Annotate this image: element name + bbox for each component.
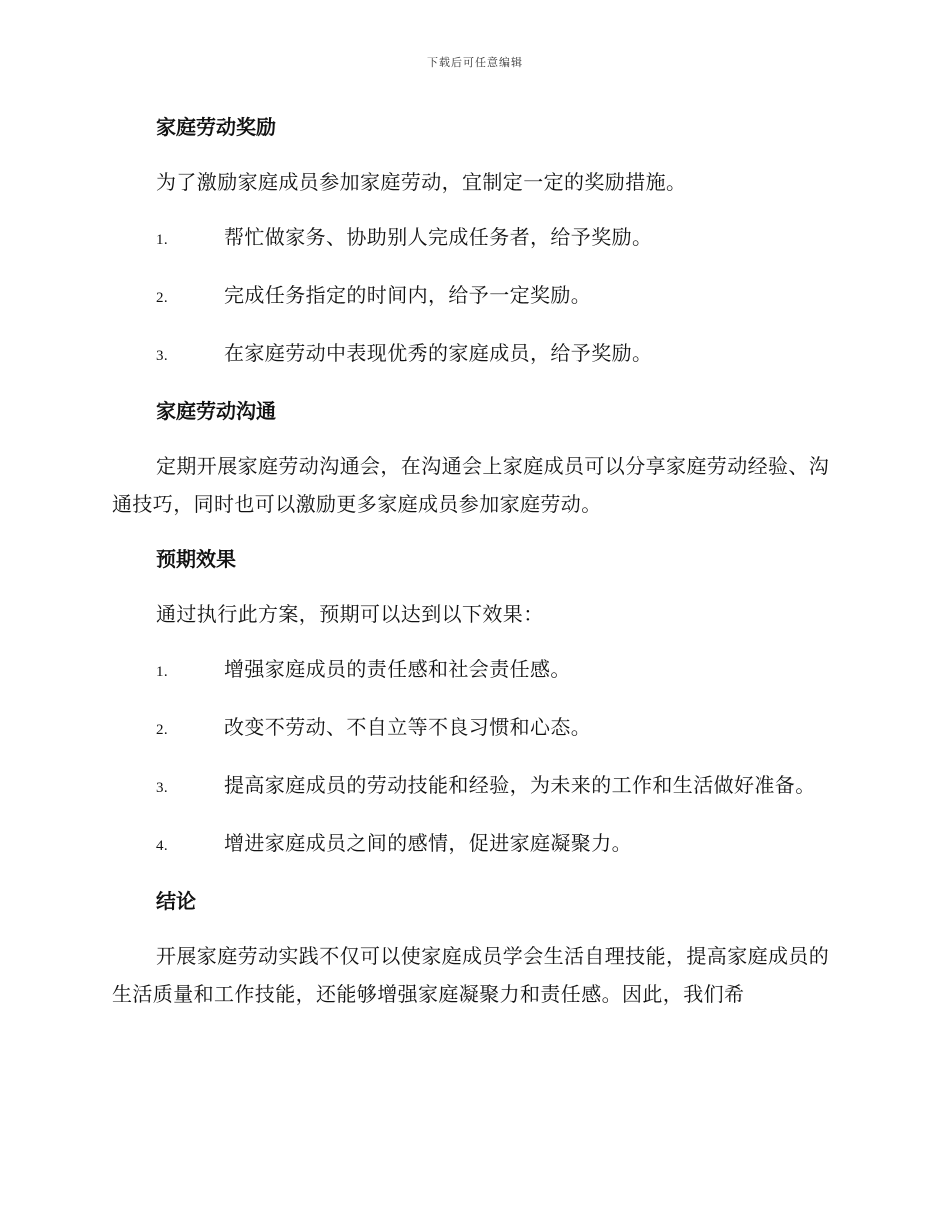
- list-text: 增强家庭成员的责任感和社会责任感。: [224, 657, 571, 681]
- list-number: 1.: [156, 232, 169, 248]
- list-text: 帮忙做家务、协助别人完成任务者，给予奖励。: [224, 225, 653, 249]
- list-item: [112, 708, 834, 749]
- list-number: 2.: [156, 290, 169, 306]
- communication-paragraph: 定期开展家庭劳动沟通会，在沟通会上家庭成员可以分享家庭劳动经验、沟通技巧，同时也可以激励更多家庭成员参加家庭劳动。: [112, 454, 830, 516]
- list-text: 增进家庭成员之间的感情，促进家庭凝聚力。: [224, 831, 632, 855]
- list-text: 提高家庭成员的劳动技能和经验，为未来的工作和生活做好准备。: [224, 773, 816, 797]
- section-heading-conclusion: 结论: [156, 889, 196, 913]
- list-text: 完成任务指定的时间内，给予一定奖励。: [224, 283, 592, 307]
- list-item: [112, 276, 834, 317]
- list-text: 改变不劳动、不自立等不良习惯和心态。: [224, 715, 592, 739]
- conclusion-paragraph: 开展家庭劳动实践不仅可以使家庭成员学会生活自理技能，提高家庭成员的生活质量和工作技能，还能够增强家庭凝聚力和责任感。因此，我们希: [112, 944, 830, 1006]
- effects-intro: 通过执行此方案，预期可以达到以下效果：: [156, 602, 544, 626]
- list-number: 3.: [156, 348, 169, 364]
- list-item: [112, 766, 834, 807]
- list-item: [112, 650, 834, 691]
- list-number: 2.: [156, 722, 169, 738]
- section-heading-expected-effects: 预期效果: [156, 547, 236, 571]
- list-item: [112, 824, 834, 865]
- section-heading-rewards: 家庭劳动奖励: [156, 115, 276, 139]
- list-number: 3.: [156, 780, 169, 796]
- list-number: 4.: [156, 838, 169, 854]
- rewards-intro: 为了激励家庭成员参加家庭劳动，宜制定一定的奖励措施。: [156, 170, 687, 194]
- page-header-note: 下载后可任意编辑: [427, 56, 523, 69]
- list-item: [112, 334, 834, 375]
- list-text: 在家庭劳动中表现优秀的家庭成员，给予奖励。: [224, 341, 653, 365]
- section-heading-communication: 家庭劳动沟通: [156, 399, 276, 423]
- document-body: [112, 108, 834, 1030]
- list-number: 1.: [156, 664, 169, 680]
- list-item: [112, 218, 834, 259]
